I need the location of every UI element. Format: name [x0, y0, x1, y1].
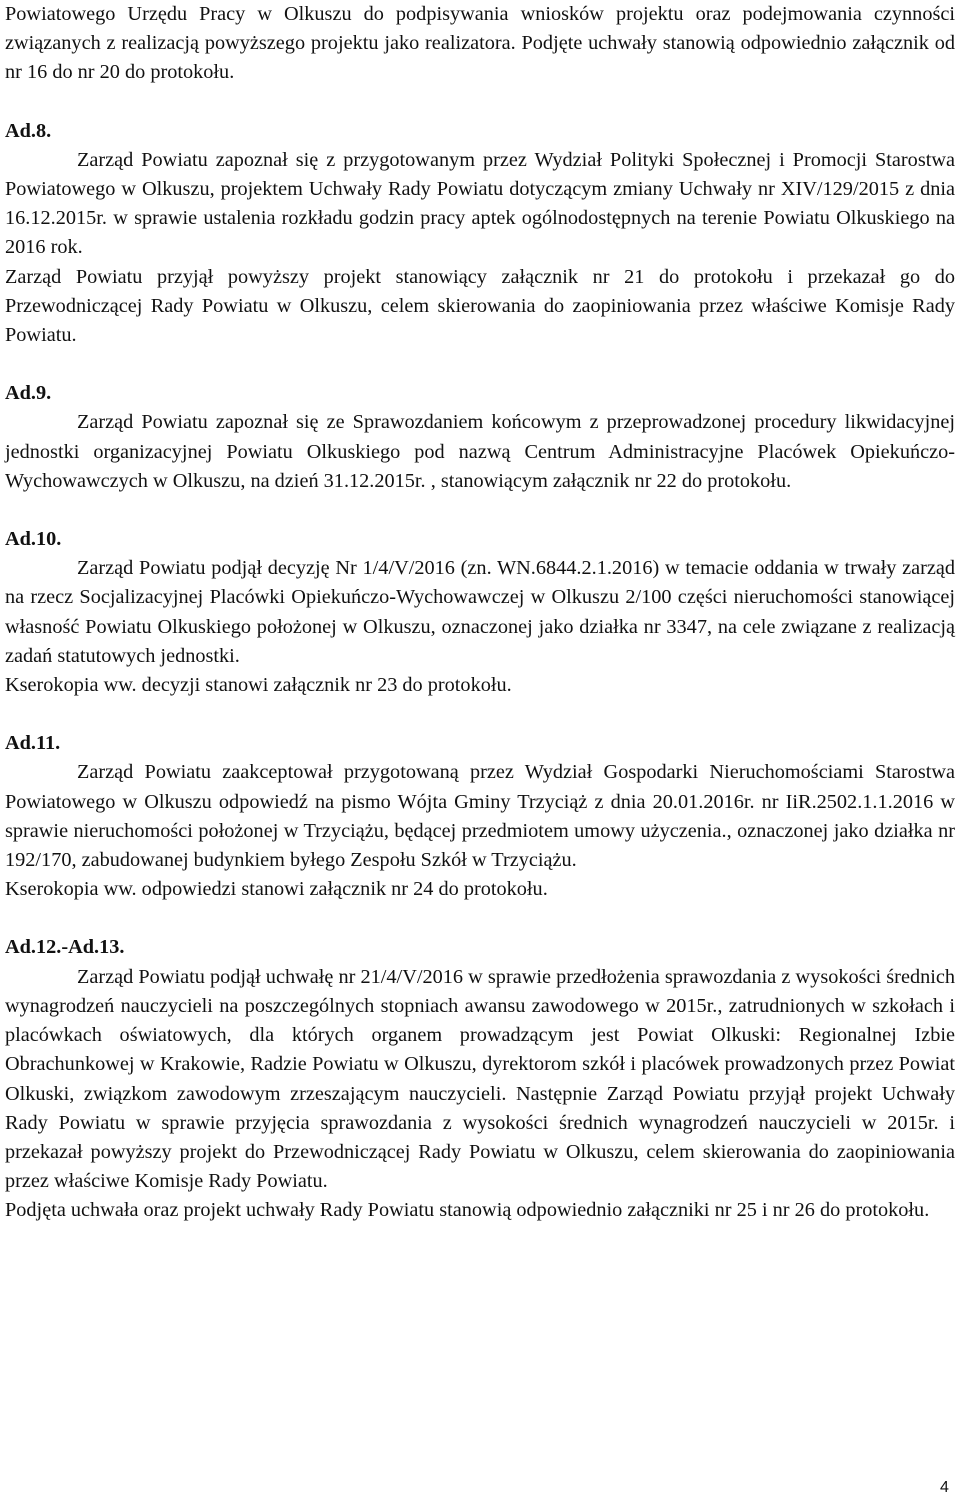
section-heading: Ad.11.: [5, 732, 61, 755]
section-ad-9: [5, 379, 955, 496]
section-ad-10: [5, 525, 955, 700]
intro-paragraph: Powiatowego Urzędu Pracy w Olkuszu do podpisywania wniosków projektu oraz podejmowania czynności związanych z realizacją powyższego projektu jako realizatora. Podjęte uchwały stanowią odpowiednio załącznik od nr 16 do nr 20 do protokołu.: [5, 3, 955, 84]
section-paragraph: Kserokopia ww. decyzji stanowi załącznik nr 23 do protokołu.: [5, 674, 512, 697]
section-ad-8: [5, 117, 955, 351]
section-heading: Ad.9.: [5, 382, 52, 405]
section-heading: Ad.12.-Ad.13.: [5, 936, 125, 959]
page-number: 4: [940, 1479, 949, 1496]
section-paragraph: Zarząd Powiatu podjął decyzję Nr 1/4/V/2016 (zn. WN.6844.2.1.2016) w temacie oddania w trwały zarząd na rzecz Socjalizacyjnej Placówki Opiekuńczo-Wychowawczej w Olkuszu 2/100 części nieruchomości stanowiącej własność Powiatu Olkuskiego położonej w Olkuszu, oznaczonej jako działka nr 3347, na cele związane z realizacją zadań statutowych jednostki.: [5, 557, 955, 667]
section-paragraph: Zarząd Powiatu przyjął powyższy projekt stanowiący załącznik nr 21 do protokołu i przekazał go do Przewodniczącej Rady Powiatu w Olkuszu, celem skierowania do zaopiniowania przez właściwe Komisje Rady Powiatu.: [5, 265, 955, 347]
section-heading: Ad.10.: [5, 528, 62, 551]
section-ad-12-13: [5, 933, 955, 1225]
document-body: [5, 0, 955, 1226]
section-ad-11: [5, 729, 955, 904]
section-paragraph: Kserokopia ww. odpowiedzi stanowi załącznik nr 24 do protokołu.: [5, 878, 548, 901]
section-paragraph: Zarząd Powiatu zaakceptował przygotowaną przez Wydział Gospodarki Nieruchomościami Starostwa Powiatowego w Olkuszu odpowiedź na pismo Wójta Gminy Trzyciąż z dnia 20.01.2016r. nr IiR.2502.1.1.2016 w sprawie nieruchomości położonej w Trzyciążu, będącej przedmiotem umowy użyczenia., oznaczonej jako działka nr 192/170, zabudowanej budynkiem byłego Zespołu Szkół w Trzyciążu.: [5, 761, 955, 872]
section-paragraph: Zarząd Powiatu podjął uchwałę nr 21/4/V/2016 w sprawie przedłożenia sprawozdania z wysokości średnich wynagrodzeń nauczycieli na poszczególnych stopniach awansu zawodowego w 2015r., zatrudnionych w szkołach i placówkach oświatowych, dla których organem prowadzącym jest Powiat Olkuski: Regionalnej Izbie Obrachunkowej w Krakowie, Radzie Powiatu w Olkuszu, dyrektorom szkół i placówek prowadzonych przez Powiat Olkuski, związkom zawodowym zrzeszającym nauczycieli. Następnie Zarząd Powiatu przyjął projekt Uchwały Rady Powiatu w sprawie przyjęcia sprawozdania z wysokości średnich wynagrodzeń nauczycieli w 2015r. i przekazał powyższy projekt do Przewodniczącej Rady Powiatu w Olkuszu, celem skierowania do zaopiniowania przez właściwe Komisje Rady Powiatu.: [5, 965, 955, 1193]
section-heading: Ad.8.: [5, 119, 52, 142]
section-paragraph: Zarząd Powiatu zapoznał się ze Sprawozdaniem końcowym z przeprowadzonej procedury likwidacyjnej jednostki organizacyjnej Powiatu Olkuskiego pod nazwą Centrum Administracyjne Placówek Opiekuńczo-Wychowawczych w Olkuszu, na dzień 31.12.2015r. , stanowiącym załącznik nr 22 do protokołu.: [5, 411, 955, 492]
section-paragraph: Podjęta uchwała oraz projekt uchwały Rady Powiatu stanowią odpowiednio załączniki nr 25 i nr 26 do protokołu.: [5, 1199, 930, 1222]
section-paragraph: Zarząd Powiatu zapoznał się z przygotowanym przez Wydział Polityki Społecznej i Promocji Starostwa Powiatowego w Olkuszu, projektem Uchwały Rady Powiatu dotyczącym zmiany Uchwały nr XIV/129/2015 z dnia 16.12.2015r. w sprawie ustalenia rozkładu godzin pracy aptek ogólnodostępnych na terenie Powiatu Olkuskiego na 2016 rok.: [5, 148, 955, 259]
